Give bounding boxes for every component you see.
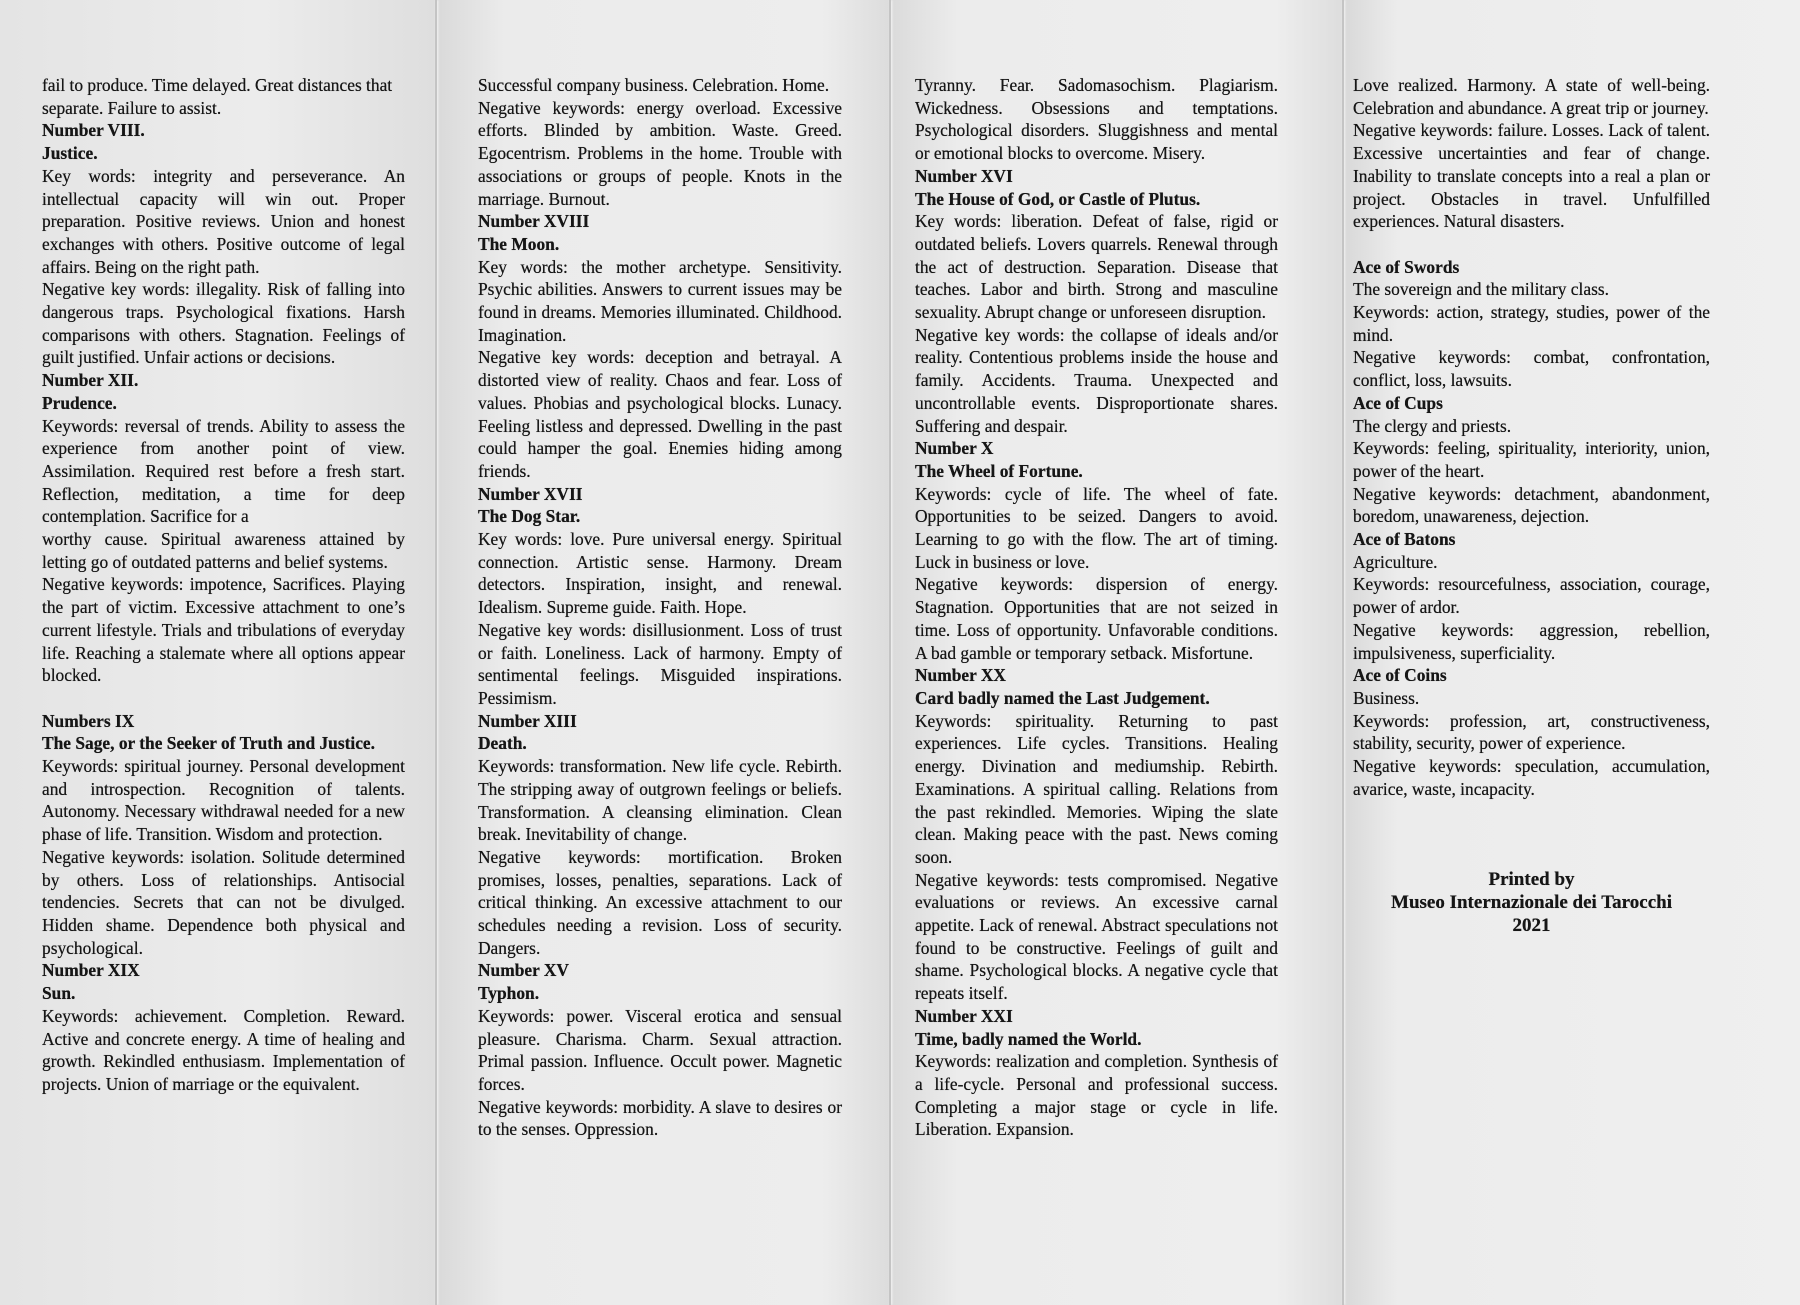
card-heading: Number XVII <box>478 483 583 504</box>
card-description: The sovereign and the military class. <box>1353 279 1609 300</box>
card-heading: Number VIII. <box>42 120 145 141</box>
card-heading: Number XX <box>915 665 1006 686</box>
card-heading: Sun. <box>42 983 76 1004</box>
card-heading: Number XVI <box>915 165 1013 186</box>
card-description: Negative keywords: morbidity. A slave to desires or to the senses. Oppression. <box>478 1096 842 1140</box>
card-heading: Number XV <box>478 960 569 981</box>
card-description: Successful company business. Celebration. Home. <box>478 75 830 95</box>
card-description: Negative keywords: impotence, Sacrifices. Playing the part of victim. Excessive attachment to one’s current lifestyle. Trials and tribulations of everyday life. Reaching a stalemate where all options appear blocked. <box>42 574 405 686</box>
card-description: Keywords: reversal of trends. Ability to assess the experience from another point of view. Assimilation. Required rest before a fresh start. Reflection, meditation, a time for deep contemplation. Sacrifice for a <box>42 415 405 527</box>
card-description: Negative keywords: isolation. Solitude determined by others. Loss of relationships. Antisocial tendencies. Secrets that can not be divulged. Hidden shame. Dependence both physical and psychological. <box>42 846 405 958</box>
card-description: Negative keywords: aggression, rebellion, impulsiveness, superficiality. <box>1353 619 1710 663</box>
card-heading: Typhon. <box>478 983 540 1004</box>
printed-by-line1: Printed by <box>1488 869 1575 891</box>
card-description: The clergy and priests. <box>1353 415 1512 436</box>
card-heading: The Sage, or the Seeker of Truth and Justice. <box>42 733 376 754</box>
card-description: Agriculture. <box>1353 551 1438 572</box>
card-description: Keywords: spirituality. Returning to past experiences. Life cycles. Transitions. Healing energy. Divination and mediumship. Rebirth. Examinations. A spiritual calling. Relations from the past rekindled. Memories. Wiping the slate clean. Making peace with the past. News coming soon. <box>915 710 1278 867</box>
card-heading: The Moon. <box>478 233 560 254</box>
card-description: separate. Failure to assist. <box>42 97 222 118</box>
printed-by-line2: Museo Internazionale dei Tarocchi <box>1391 892 1672 914</box>
card-heading: Ace of Batons <box>1353 529 1456 550</box>
card-description: worthy cause. Spiritual awareness attained by letting go of outdated patterns and belief systems. <box>42 529 405 572</box>
card-description: Negative keywords: speculation, accumulation, avarice, waste, incapacity. <box>1353 756 1710 799</box>
card-description: Negative keywords: combat, confrontation, conflict, loss, lawsuits. <box>1353 347 1710 391</box>
card-description: Negative keywords: mortification. Broken promises, losses, penalties, separations. Lack of critical thinking. An excessive attachment to our schedules needing a revision. Loss of security. Dangers. <box>478 846 842 958</box>
card-heading: Number XIX <box>42 960 140 981</box>
card-heading: Number XIII <box>478 710 577 731</box>
card-description: Key words: love. Pure universal energy. Spiritual connection. Artistic sense. Harmony. Dream detectors. Inspiration, insight, and renewal. Idealism. Supreme guide. Faith. Hope. <box>478 529 842 618</box>
card-description: Negative keywords: detachment, abandonment, boredom, unawareness, dejection. <box>1353 483 1710 527</box>
card-description: Keywords: action, strategy, studies, power of the mind. <box>1353 302 1710 345</box>
card-heading: Time, badly named the World. <box>915 1028 1142 1049</box>
card-heading: Card badly named the Last Judgement. <box>915 687 1210 708</box>
card-description: Negative keywords: energy overload. Excessive efforts. Blinded by ambition. Waste. Greed. Egocentrism. Problems in the home. Trouble with associations or groups of people. Knots in the marriage. Burnout. <box>478 97 842 209</box>
card-description: Negative keywords: tests compromised. Negative evaluations or reviews. An excessive carnal appetite. Lack of renewal. Abstract speculations not found to be constructive. Feelings of guilt and shame. Psychological blocks. A negative cycle that repeats itself. <box>915 869 1278 1004</box>
card-heading: Prudence. <box>42 392 117 413</box>
text-column-3 <box>915 74 1278 1141</box>
spacer <box>1353 233 1710 256</box>
card-description: Keywords: spiritual journey. Personal development and introspection. Recognition of talents. Autonomy. Necessary withdrawal needed for a new phase of life. Transition. Wisdom and protection. <box>42 756 405 845</box>
card-description: Negative keywords: failure. Losses. Lack of talent. Excessive uncertainties and fear of change. Inability to translate concepts into a real a plan or project. Obstacles in travel. Unfulfilled experiences. Natural disasters. <box>1353 120 1710 232</box>
card-heading: Ace of Cups <box>1353 392 1443 413</box>
card-description: Keywords: resourcefulness, association, courage, power of ardor. <box>1353 574 1710 618</box>
card-description: Negative key words: illegality. Risk of falling into dangerous traps. Psychological fixations. Harsh comparisons with others. Stagnation. Feelings of guilt justified. Unfair actions or decisions. <box>42 279 405 368</box>
text-column-4 <box>1353 74 1710 937</box>
card-heading: Ace of Coins <box>1353 665 1447 686</box>
card-description: Keywords: cycle of life. The wheel of fate. Opportunities to be seized. Dangers to avoid. Learning to go with the flow. The art of timing. Luck in business or love. <box>915 483 1278 572</box>
card-description: Key words: integrity and perseverance. An intellectual capacity will win out. Proper preparation. Positive reviews. Union and honest exchanges with others. Positive outcome of legal affairs. Being on the right path. <box>42 165 405 277</box>
card-description: Key words: liberation. Defeat of false, rigid or outdated beliefs. Lovers quarrels. Renewal through the act of destruction. Separation. Disease that teaches. Labor and birth. Strong and masculine sexuality. Abrupt change or unforeseen disruption. <box>915 211 1278 323</box>
card-heading: Justice. <box>42 143 98 164</box>
card-description: Love realized. Harmony. A state of well-being. Celebration and abundance. A great trip or journey. <box>1353 75 1710 118</box>
card-description: Negative keywords: dispersion of energy. Stagnation. Opportunities that are not seized in time. Loss of opportunity. Unfavorable conditions. A bad gamble or temporary setback. Misfortune. <box>915 574 1278 663</box>
card-heading: Number XII. <box>42 370 139 391</box>
card-description: Tyranny. Fear. Sadomasochism. Plagiarism. Wickedness. Obsessions and temptations. Psychological disorders. Sluggishness and mental or emotional blocks to overcome. Misery. <box>915 75 1278 164</box>
card-description: Business. <box>1353 687 1420 708</box>
card-description: Negative key words: deception and betrayal. A distorted view of reality. Chaos and fear. Loss of values. Phobias and psychological blocks. Lunacy. Feeling listless and depressed. Dwelling in the past could hamper the goal. Enemies hiding among friends. <box>478 347 842 481</box>
card-description: Keywords: achievement. Completion. Reward. Active and concrete energy. A time of healing and growth. Rekindled enthusiasm. Implementation of projects. Union of marriage or the equivalent. <box>42 1005 405 1094</box>
card-heading: The Dog Star. <box>478 506 581 527</box>
card-description: Keywords: transformation. New life cycle. Rebirth. The stripping away of outgrown feelings or beliefs. Transformation. A cleansing elimination. Clean break. Inevitability of change. <box>478 756 842 845</box>
card-description: Keywords: realization and completion. Synthesis of a life-cycle. Personal and professional success. Completing a major stage or cycle in life. Liberation. Expansion. <box>915 1051 1278 1140</box>
card-description: fail to produce. Time delayed. Great distances that <box>42 75 393 95</box>
card-description: Keywords: power. Visceral erotica and sensual pleasure. Charisma. Charm. Sexual attraction. Primal passion. Influence. Occult power. Magnetic forces. <box>478 1005 842 1094</box>
card-description: Negative key words: disillusionment. Loss of trust or faith. Loneliness. Lack of harmony. Empty of sentimental feelings. Misguided inspirations. Pessimism. <box>478 619 842 708</box>
card-heading: The House of God, or Castle of Plutus. <box>915 188 1201 209</box>
printed-by-year: 2021 <box>1512 915 1551 937</box>
card-description: Negative key words: the collapse of ideals and/or reality. Contentious problems inside the house and family. Accidents. Trauma. Unexpected and uncontrollable events. Disproportionate shares. Suffering and despair. <box>915 324 1278 436</box>
text-column-1 <box>42 74 405 1096</box>
fold-line <box>889 0 891 1305</box>
printed-by-credit <box>1353 868 1710 937</box>
fold-line <box>1342 0 1344 1305</box>
card-description: Key words: the mother archetype. Sensitivity. Psychic abilities. Answers to current issues may be found in dreams. Memories illuminated. Childhood. Imagination. <box>478 256 842 345</box>
card-heading: Number X <box>915 438 994 459</box>
card-heading: Ace of Swords <box>1353 256 1460 277</box>
card-heading: Number XVIII <box>478 211 590 232</box>
card-heading: Number XXI <box>915 1005 1013 1026</box>
card-description: Keywords: feeling, spirituality, interiority, union, power of the heart. <box>1353 438 1710 481</box>
card-heading: Death. <box>478 733 527 754</box>
text-column-2 <box>478 74 842 1141</box>
fold-line <box>435 0 437 1305</box>
card-description: Keywords: profession, art, constructiveness, stability, security, power of experience. <box>1353 710 1710 754</box>
card-heading: Numbers IX <box>42 710 135 731</box>
card-heading: The Wheel of Fortune. <box>915 460 1083 481</box>
spacer <box>42 687 405 710</box>
